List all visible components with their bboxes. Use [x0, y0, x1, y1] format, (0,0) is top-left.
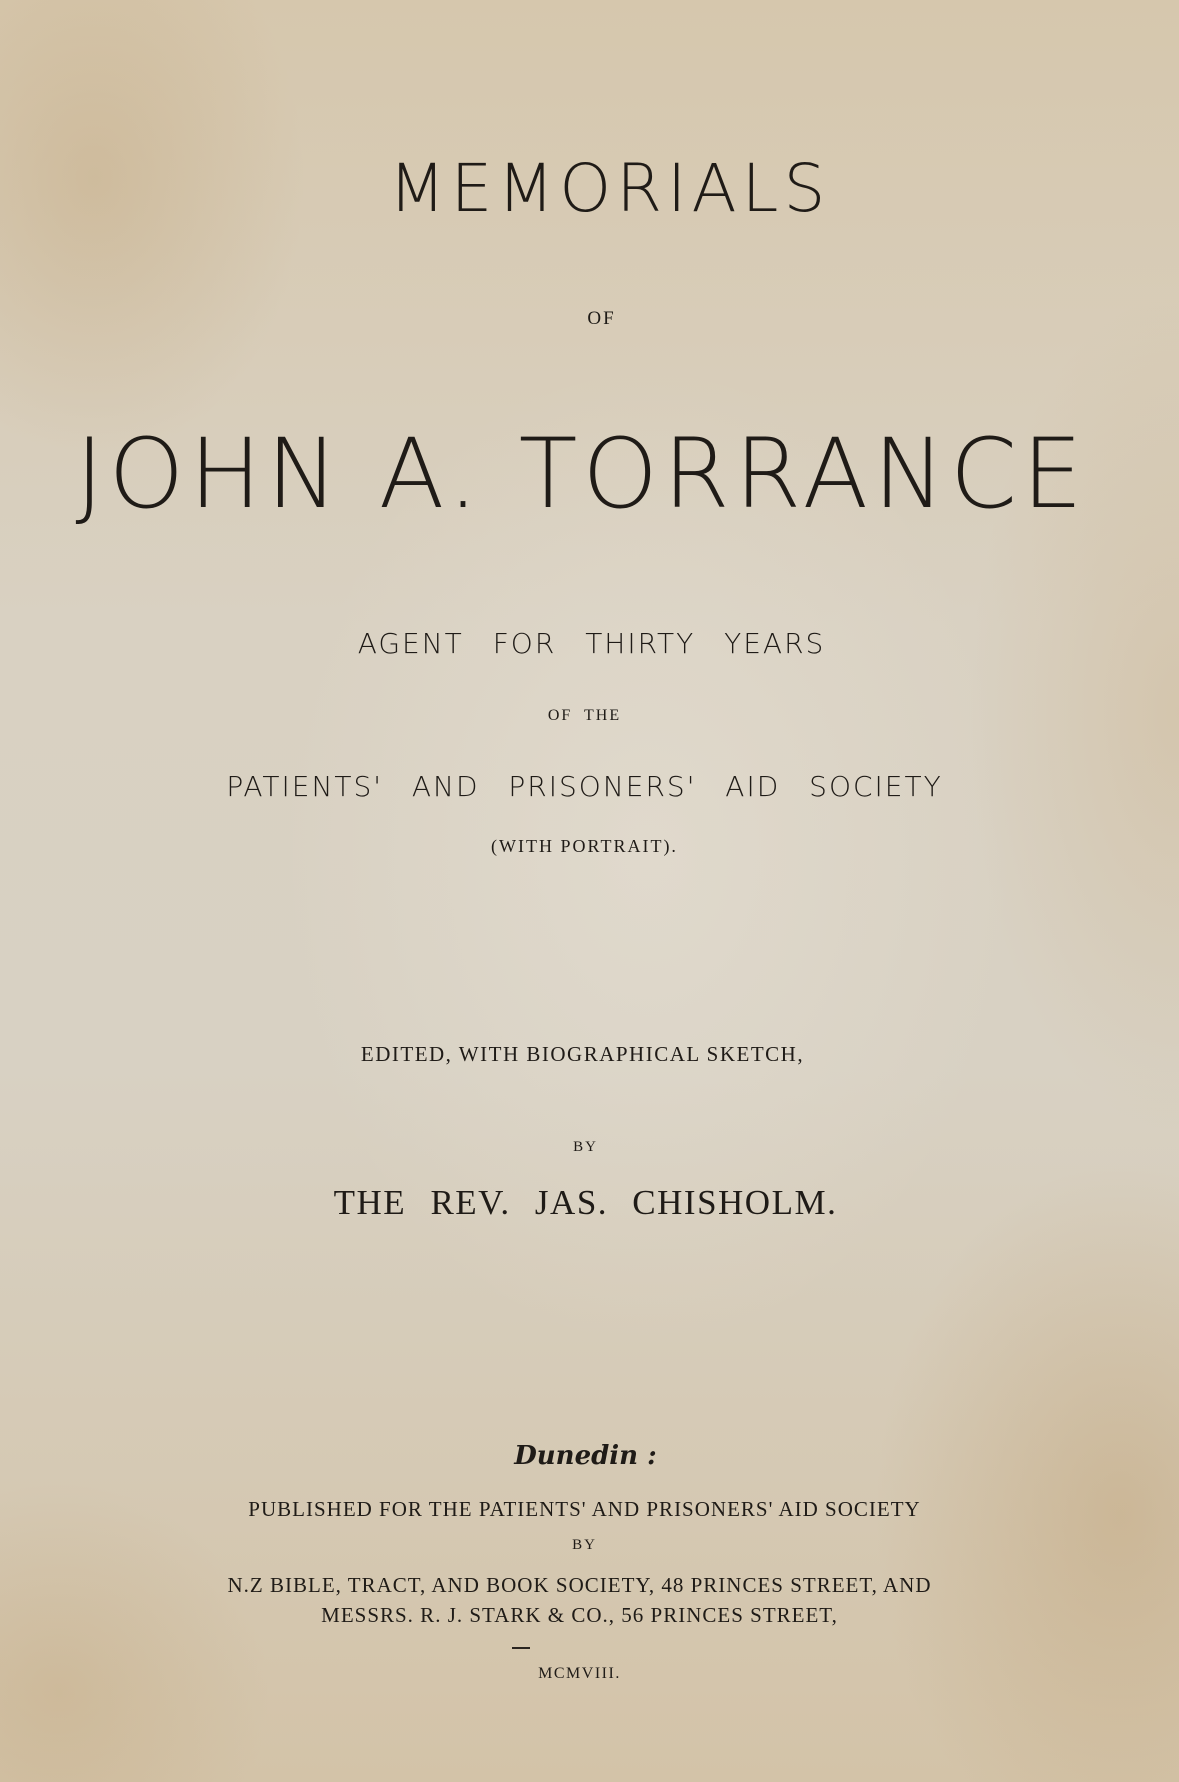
published-for-line: PUBLISHED FOR THE PATIENTS' AND PRISONERS' AID SOCIETY — [248, 1497, 921, 1521]
subtitle-connector: OF THE — [547, 707, 622, 724]
subtitle-line-2: PATIENTS' AND PRISONERS' AID SOCIETY — [226, 770, 943, 803]
edited-line: EDITED, WITH BIOGRAPHICAL SKETCH, — [360, 1042, 805, 1066]
divider-rule — [512, 1647, 530, 1649]
by-label: BY — [573, 1139, 598, 1155]
subtitle-line-1: AGENT FOR THIRTY YEARS — [357, 627, 826, 660]
publisher-line-1: N.Z BIBLE, TRACT, AND BOOK SOCIETY, 48 PRINCES STREET, AND — [227, 1573, 932, 1597]
publisher-line-2: MESSRS. R. J. STARK & CO., 56 PRINCES STREET, — [321, 1603, 838, 1627]
publication-date: MCMVIII. — [538, 1665, 621, 1682]
title-connector: OF — [587, 308, 616, 329]
portrait-note: (WITH PORTRAIT). — [491, 836, 678, 856]
book-title: MEMORIALS — [388, 150, 831, 227]
publication-place: Dunedin : — [514, 1441, 657, 1471]
editor-name: THE REV. JAS. CHISHOLM. — [333, 1183, 838, 1222]
publisher-by-label: BY — [572, 1537, 597, 1553]
subject-name: JOHN A. TORRANCE — [75, 418, 1088, 530]
